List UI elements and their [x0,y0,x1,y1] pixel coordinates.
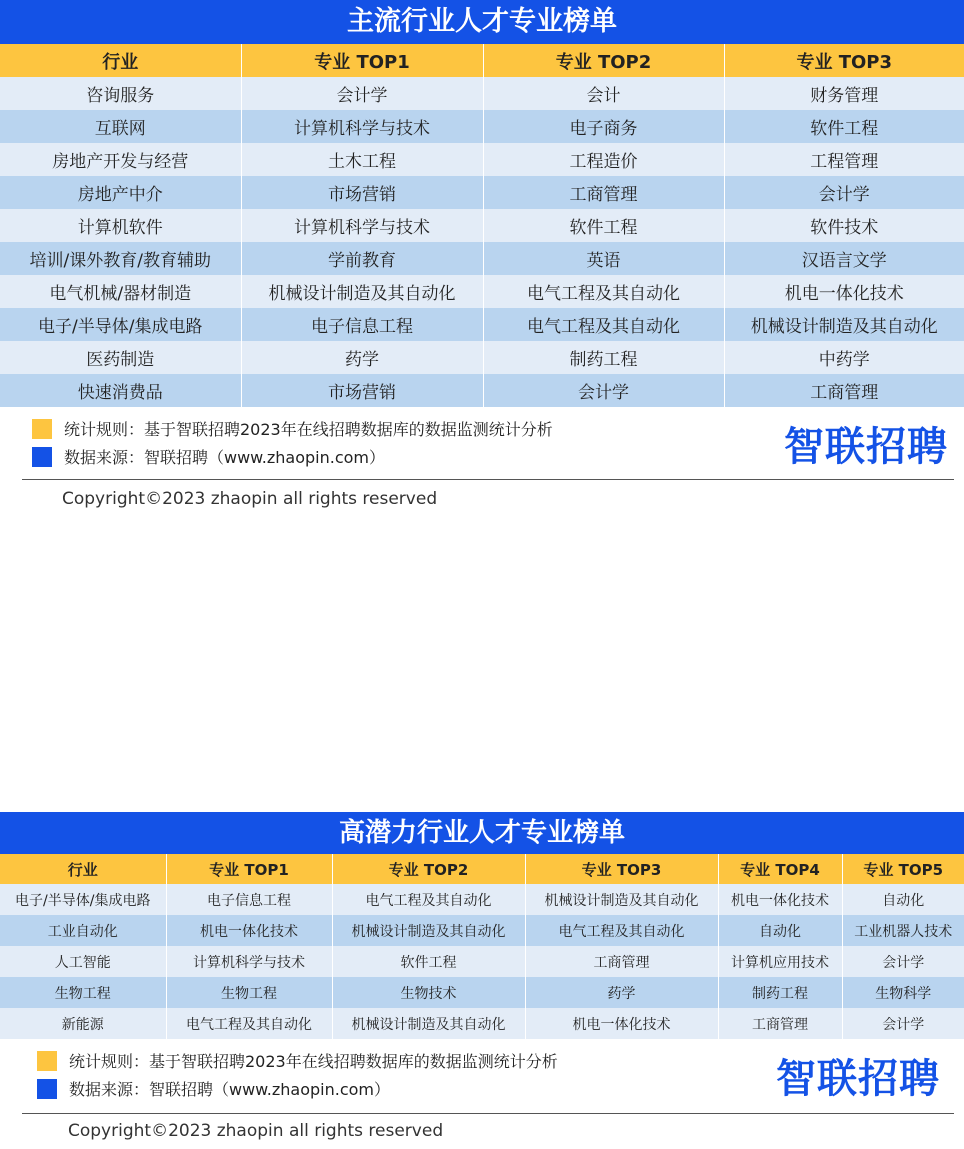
copyright-text: Copyright©2023 zhaopin all rights reserved [62,489,438,509]
blue-square-icon [37,1079,57,1099]
table-row [0,884,964,915]
major-cell: 工程造价 [483,143,724,176]
major-cell: 计算机科学与技术 [166,946,332,977]
industry-cell: 新能源 [0,1008,166,1039]
major-cell: 会计学 [483,374,724,407]
major-cell: 工程管理 [724,143,964,176]
table-footer [0,407,964,509]
major-cell: 市场营销 [241,176,483,209]
column-header-top2: 专业 TOP2 [483,44,724,77]
column-header-top1: 专业 TOP1 [166,854,332,884]
major-cell: 计算机应用技术 [718,946,842,977]
blue-square-icon [32,447,52,467]
table-row [0,275,964,308]
table-row [0,946,964,977]
divider [22,479,954,480]
major-cell: 机械设计制造及其自动化 [525,884,718,915]
yellow-square-icon [37,1051,57,1071]
zhaopin-logo: 智联招聘 [776,1056,940,1102]
column-header-top1: 专业 TOP1 [241,44,483,77]
industry-cell: 电子/半导体/集成电路 [0,308,241,341]
major-cell: 会计学 [724,176,964,209]
major-cell: 电子信息工程 [166,884,332,915]
major-cell: 电子商务 [483,110,724,143]
major-cell: 电气工程及其自动化 [525,915,718,946]
yellow-square-icon [32,419,52,439]
legend-rule-text: 统计规则：基于智联招聘2023年在线招聘数据库的数据监测统计分析 [64,420,553,439]
industry-cell: 互联网 [0,110,241,143]
major-cell: 制药工程 [718,977,842,1008]
major-cell: 软件技术 [724,209,964,242]
industry-cell: 人工智能 [0,946,166,977]
table-header-row [0,854,964,884]
legend-source [37,1077,390,1100]
industry-cell: 房地产中介 [0,176,241,209]
major-cell: 机电一体化技术 [724,275,964,308]
industry-cell: 咨询服务 [0,77,241,110]
legend-source-text: 数据来源：智联招聘（www.zhaopin.com） [69,1080,391,1099]
major-cell: 电气工程及其自动化 [166,1008,332,1039]
legend-rule [32,417,553,440]
major-cell: 生物技术 [332,977,525,1008]
column-header-top5: 专业 TOP5 [842,854,964,884]
table-row [0,1008,964,1039]
industry-cell: 医药制造 [0,341,241,374]
major-cell: 汉语言文学 [724,242,964,275]
major-cell: 机电一体化技术 [525,1008,718,1039]
column-header-top4: 专业 TOP4 [718,854,842,884]
major-cell: 自动化 [842,884,964,915]
industry-cell: 计算机软件 [0,209,241,242]
major-cell: 工商管理 [525,946,718,977]
high-potential-ranking-section [0,812,964,1141]
industry-cell: 工业自动化 [0,915,166,946]
major-cell: 机械设计制造及其自动化 [332,1008,525,1039]
table-header-row [0,44,964,77]
major-cell: 软件工程 [332,946,525,977]
major-cell: 生物工程 [166,977,332,1008]
industry-cell: 快速消费品 [0,374,241,407]
major-cell: 会计学 [842,1008,964,1039]
mainstream-ranking-section [0,0,964,509]
table-row [0,176,964,209]
major-cell: 机械设计制造及其自动化 [724,308,964,341]
major-cell: 软件工程 [483,209,724,242]
table-footer [0,1039,964,1141]
table-row [0,341,964,374]
major-cell: 软件工程 [724,110,964,143]
major-cell: 工商管理 [718,1008,842,1039]
major-cell: 财务管理 [724,77,964,110]
major-cell: 工商管理 [483,176,724,209]
legend-source [32,445,385,468]
major-cell: 中药学 [724,341,964,374]
divider [22,1113,954,1114]
major-cell: 药学 [525,977,718,1008]
column-header-top3: 专业 TOP3 [525,854,718,884]
major-cell: 制药工程 [483,341,724,374]
major-cell: 会计 [483,77,724,110]
column-header-top3: 专业 TOP3 [724,44,964,77]
major-cell: 工业机器人技术 [842,915,964,946]
major-cell: 土木工程 [241,143,483,176]
table-row [0,77,964,110]
major-cell: 计算机科学与技术 [241,110,483,143]
industry-cell: 电子/半导体/集成电路 [0,884,166,915]
major-cell: 会计学 [241,77,483,110]
major-cell: 工商管理 [724,374,964,407]
mainstream-ranking-title: 主流行业人才专业榜单 [0,0,964,44]
table-row [0,374,964,407]
major-cell: 电气工程及其自动化 [483,275,724,308]
major-cell: 机电一体化技术 [166,915,332,946]
high-potential-ranking-table [0,854,964,1039]
industry-cell: 生物工程 [0,977,166,1008]
industry-cell: 房地产开发与经营 [0,143,241,176]
column-header-industry: 行业 [0,854,166,884]
industry-cell: 培训/课外教育/教育辅助 [0,242,241,275]
major-cell: 生物科学 [842,977,964,1008]
major-cell: 机械设计制造及其自动化 [332,915,525,946]
major-cell: 电气工程及其自动化 [332,884,525,915]
major-cell: 药学 [241,341,483,374]
major-cell: 计算机科学与技术 [241,209,483,242]
table-row [0,110,964,143]
high-potential-ranking-title: 高潜力行业人才专业榜单 [0,812,964,854]
major-cell: 英语 [483,242,724,275]
major-cell: 机电一体化技术 [718,884,842,915]
copyright-text: Copyright©2023 zhaopin all rights reserved [68,1121,444,1141]
major-cell: 学前教育 [241,242,483,275]
column-header-top2: 专业 TOP2 [332,854,525,884]
legend-rule-text: 统计规则：基于智联招聘2023年在线招聘数据库的数据监测统计分析 [69,1052,558,1071]
table-row [0,209,964,242]
major-cell: 电子信息工程 [241,308,483,341]
major-cell: 机械设计制造及其自动化 [241,275,483,308]
zhaopin-logo: 智联招聘 [784,424,948,470]
table-row [0,977,964,1008]
legend-source-text: 数据来源：智联招聘（www.zhaopin.com） [64,448,386,467]
table-row [0,308,964,341]
legend-rule [37,1049,558,1072]
table-row [0,242,964,275]
major-cell: 电气工程及其自动化 [483,308,724,341]
mainstream-ranking-table [0,44,964,407]
major-cell: 会计学 [842,946,964,977]
table-row [0,915,964,946]
major-cell: 自动化 [718,915,842,946]
column-header-industry: 行业 [0,44,241,77]
major-cell: 市场营销 [241,374,483,407]
table-row [0,143,964,176]
industry-cell: 电气机械/器材制造 [0,275,241,308]
